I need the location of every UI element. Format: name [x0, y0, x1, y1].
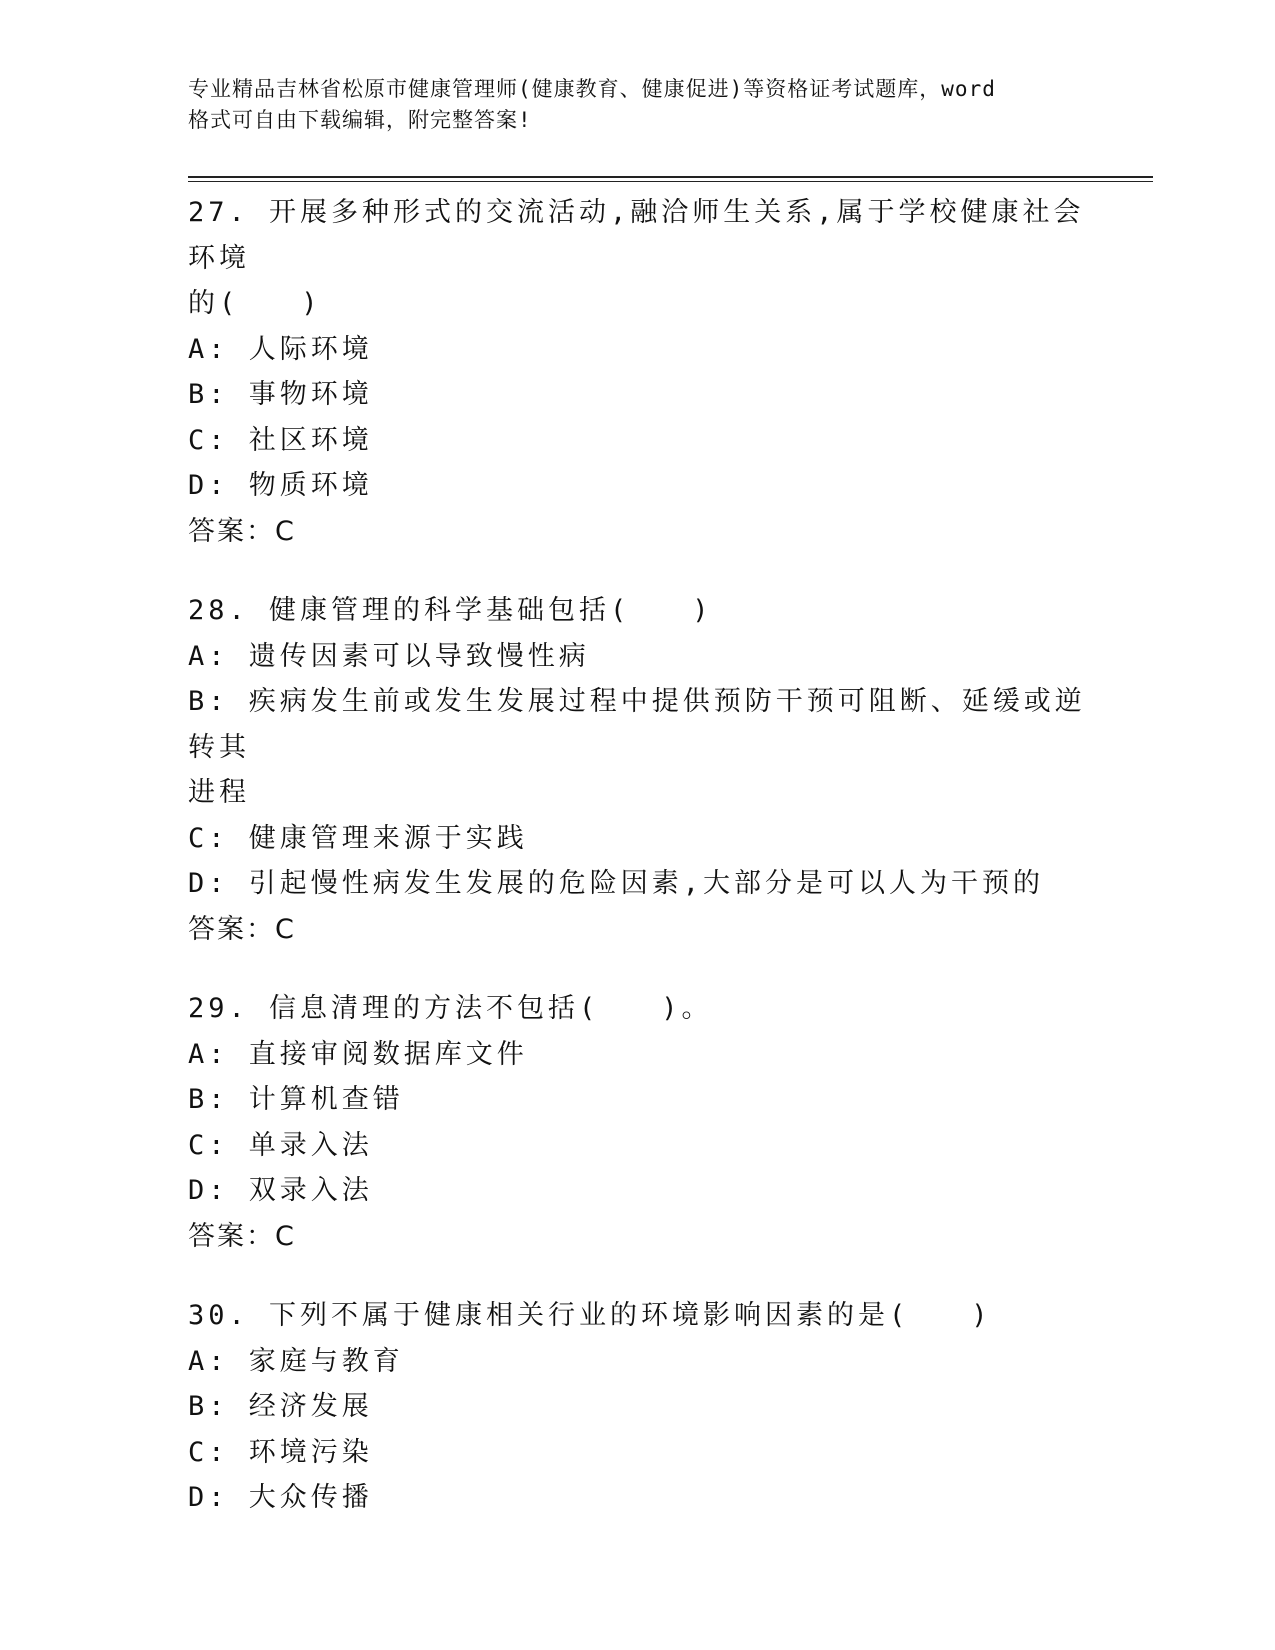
- option-a: A: 家庭与教育: [188, 1345, 404, 1377]
- option-a: A: 直接审阅数据库文件: [188, 1038, 528, 1070]
- question-list: [188, 190, 1088, 1555]
- question-stem-continuation: 的( ): [188, 288, 322, 319]
- question-stem: 30. 下列不属于健康相关行业的环境影响因素的是( ): [188, 1300, 992, 1331]
- option-b-continuation: 进程: [188, 777, 250, 808]
- question-27: [188, 190, 1088, 554]
- option-c: C: 健康管理来源于实践: [188, 822, 528, 854]
- answer-line: 答案：C: [188, 515, 296, 547]
- question-28: [188, 588, 1088, 952]
- answer-line: 答案：C: [188, 913, 296, 945]
- header-line-1: 专业精品吉林省松原市健康管理师(健康教育、健康促进)等资格证考试题库，word: [188, 77, 996, 101]
- option-c: C: 环境污染: [188, 1436, 373, 1468]
- option-a: A: 遗传因素可以导致慢性病: [188, 640, 590, 672]
- question-30: [188, 1293, 1088, 1521]
- option-d: D: 双录入法: [188, 1175, 373, 1206]
- option-a: A: 人际环境: [188, 333, 373, 365]
- question-stem: 29. 信息清理的方法不包括( )。: [188, 993, 713, 1024]
- option-c: C: 单录入法: [188, 1129, 373, 1161]
- question-29: [188, 986, 1088, 1259]
- header-line-2: 格式可自由下载编辑，附完整答案!: [188, 108, 532, 132]
- header-divider-thin: [188, 181, 1153, 182]
- option-b: B: 经济发展: [188, 1391, 373, 1422]
- option-b: B: 事物环境: [188, 379, 373, 410]
- question-stem: 27. 开展多种形式的交流活动,融洽师生关系,属于学校健康社会环境: [188, 197, 1085, 274]
- option-c: C: 社区环境: [188, 424, 373, 456]
- option-b: B: 疾病发生前或发生发展过程中提供预防干预可阻断、延缓或逆转其: [188, 686, 1086, 763]
- header-divider-thick: [188, 176, 1153, 178]
- option-d: D: 物质环境: [188, 470, 373, 501]
- option-d: D: 大众传播: [188, 1482, 373, 1513]
- document-header: [188, 74, 1088, 136]
- option-b: B: 计算机查错: [188, 1084, 404, 1115]
- option-d: D: 引起慢性病发生发展的危险因素,大部分是可以人为干预的: [188, 868, 1045, 899]
- answer-line: 答案：C: [188, 1220, 296, 1252]
- question-stem: 28. 健康管理的科学基础包括( ): [188, 595, 713, 626]
